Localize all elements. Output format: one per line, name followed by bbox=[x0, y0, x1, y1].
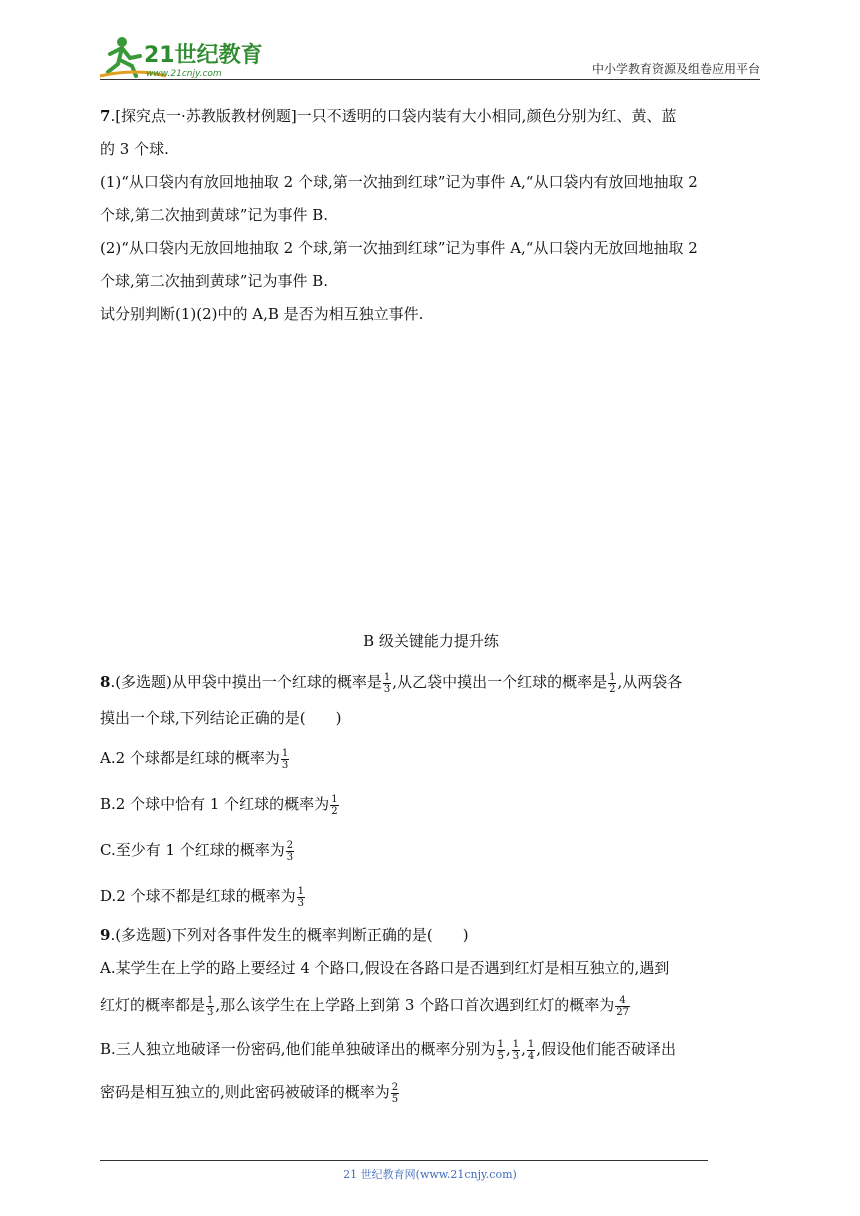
option-a: A.某学生在上学的路上要经过 4 个路口,假设在各路口是否遇到红灯是相互独立的,遇到 bbox=[100, 959, 670, 977]
site-logo bbox=[96, 32, 266, 82]
q7-line: 的 3 个球. bbox=[100, 140, 169, 158]
footer-text: 21 世纪教育网(www.21cnjy.com) bbox=[343, 1168, 517, 1181]
page-header bbox=[0, 0, 860, 90]
q7-line: 个球,第二次抽到黄球”记为事件 B. bbox=[100, 206, 328, 224]
q8-stem: .(多选题)从甲袋中摸出一个红球的概率是 bbox=[110, 673, 382, 691]
option-d: D.2 个球不都是红球的概率为 $\frac{1}{3}$ bbox=[100, 885, 304, 909]
option-c: C.至少有 1 个红球的概率为 $\frac{2}{3}$ bbox=[100, 839, 294, 863]
footer-divider bbox=[100, 1160, 708, 1161]
document-body bbox=[100, 100, 762, 1111]
question-number: 8 bbox=[100, 673, 111, 691]
logo-url: www.21cnjy.com bbox=[146, 69, 222, 79]
q7-line: (1)“从口袋内有放回地抽取 2 个球,第一次抽到红球”记为事件 A,“从口袋内有放回地抽取 2 bbox=[100, 173, 698, 191]
q8-stem: ,从两袋各 bbox=[617, 673, 683, 691]
question-8 bbox=[100, 662, 762, 919]
fraction: $\frac{1}{2}$ bbox=[609, 671, 616, 695]
q8-stem: ,从乙袋中摸出一个红球的概率是 bbox=[392, 673, 608, 691]
section-title: B 级关键能力提升练 bbox=[363, 632, 499, 650]
option-b: B.三人独立地破译一份密码,他们能单独破译出的概率分别为 $\frac{1}{5}$ , $\frac{1}{3}$ , $\frac{1}{4}$ ,假设他们能否破译出 bbox=[100, 1038, 677, 1062]
option-b: B.2 个球中恰有 1 个红球的概率为 $\frac{1}{2}$ bbox=[100, 793, 338, 817]
logo-text: 21世纪教育 bbox=[144, 43, 263, 68]
q7-line: (2)“从口袋内无放回地抽取 2 个球,第一次抽到红球”记为事件 A,“从口袋内无放回地抽取 2 bbox=[100, 239, 698, 257]
header-divider bbox=[100, 79, 760, 80]
question-7 bbox=[100, 100, 762, 331]
fraction: $\frac{1}{3}$ bbox=[383, 671, 391, 695]
q7-line: .[探究点一·苏教版教材例题]一只不透明的口袋内装有大小相同,颜色分别为红、黄、蓝 bbox=[110, 107, 677, 125]
question-number: 7 bbox=[100, 107, 111, 125]
question-number: 9 bbox=[100, 926, 111, 944]
option-a: A.2 个球都是红球的概率为 $\frac{1}{3}$ bbox=[100, 747, 289, 771]
q7-line: 试分别判断(1)(2)中的 A,B 是否为相互独立事件. bbox=[100, 305, 424, 323]
platform-name: 中小学教育资源及组卷应用平台 bbox=[591, 62, 760, 76]
q8-stem: 摸出一个球,下列结论正确的是( ) bbox=[100, 709, 342, 727]
question-9 bbox=[100, 919, 762, 1111]
q9-stem: .(多选题)下列对各事件发生的概率判断正确的是( ) bbox=[110, 926, 469, 944]
q7-line: 个球,第二次抽到黄球”记为事件 B. bbox=[100, 272, 328, 290]
option-a-cont: 红灯的概率都是 $\frac{1}{3}$ ,那么该学生在上学路上到第 3 个路口首次遇到红灯的概率为 $\frac{4}{27}$ bbox=[100, 994, 629, 1018]
option-b-cont: 密码是相互独立的,则此密码被破译的概率为 $\frac{2}{5}$ bbox=[100, 1081, 399, 1105]
